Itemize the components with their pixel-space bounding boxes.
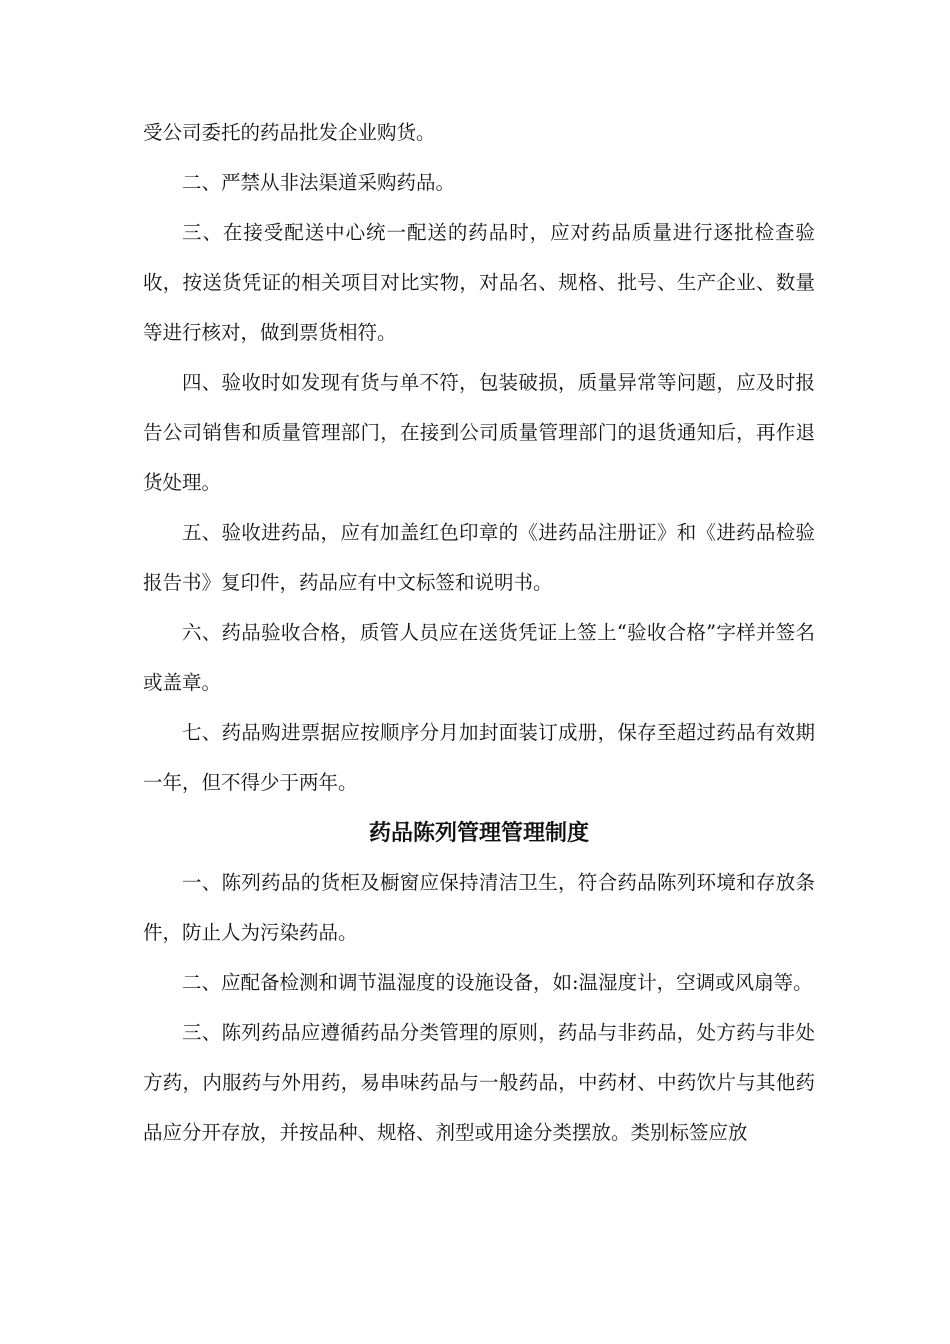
paragraph-item-3: 三、在接受配送中心统一配送的药品时，应对药品质量进行逐批检查验收，按送货凭证的相关项目对比实物，对品名、规格、批号、生产企业、数量等进行核对，做到票货相符。 (143, 221, 815, 344)
display-rule-1: 一、陈列药品的货柜及橱窗应保持清洁卫生，符合药品陈列环境和存放条件，防止人为污染药品。 (143, 871, 815, 944)
paragraph-continuation: 受公司委托的药品批发企业购货。 (143, 121, 436, 144)
paragraph-item-6: 六、药品验收合格，质管人员应在送货凭证上签上“验收合格”字样并签名或盖章。 (143, 621, 815, 694)
paragraph-item-4: 四、验收时如发现有货与单不符，包装破损，质量异常等问题，应及时报告公司销售和质量管理部门，在接到公司质量管理部门的退货通知后，再作退货处理。 (143, 371, 815, 494)
section-heading: 药品陈列管理管理制度 (368, 820, 589, 846)
paragraph-item-5: 五、验收进药品，应有加盖红色印章的《进药品注册证》和《进药品检验报告书》复印件，药品应有中文标签和说明书。 (143, 521, 815, 594)
display-rule-3: 三、陈列药品应遵循药品分类管理的原则，药品与非药品，处方药与非处方药，内服药与外用药，易串味药品与一般药品，中药材、中药饮片与其他药品应分开存放，并按品种、规格、剂型或用途分类摆放。类别标签应放 (143, 1021, 815, 1144)
paragraph-item-2: 二、严禁从非法渠道采购药品。 (182, 171, 456, 194)
display-rule-2: 二、应配备检测和调节温湿度的设施设备，如:温湿度计，空调或风扇等。 (182, 971, 813, 994)
paragraph-item-7: 七、药品购进票据应按顺序分月加封面装订成册，保存至超过药品有效期一年，但不得少于两年。 (143, 721, 815, 794)
document-body (143, 108, 815, 1158)
